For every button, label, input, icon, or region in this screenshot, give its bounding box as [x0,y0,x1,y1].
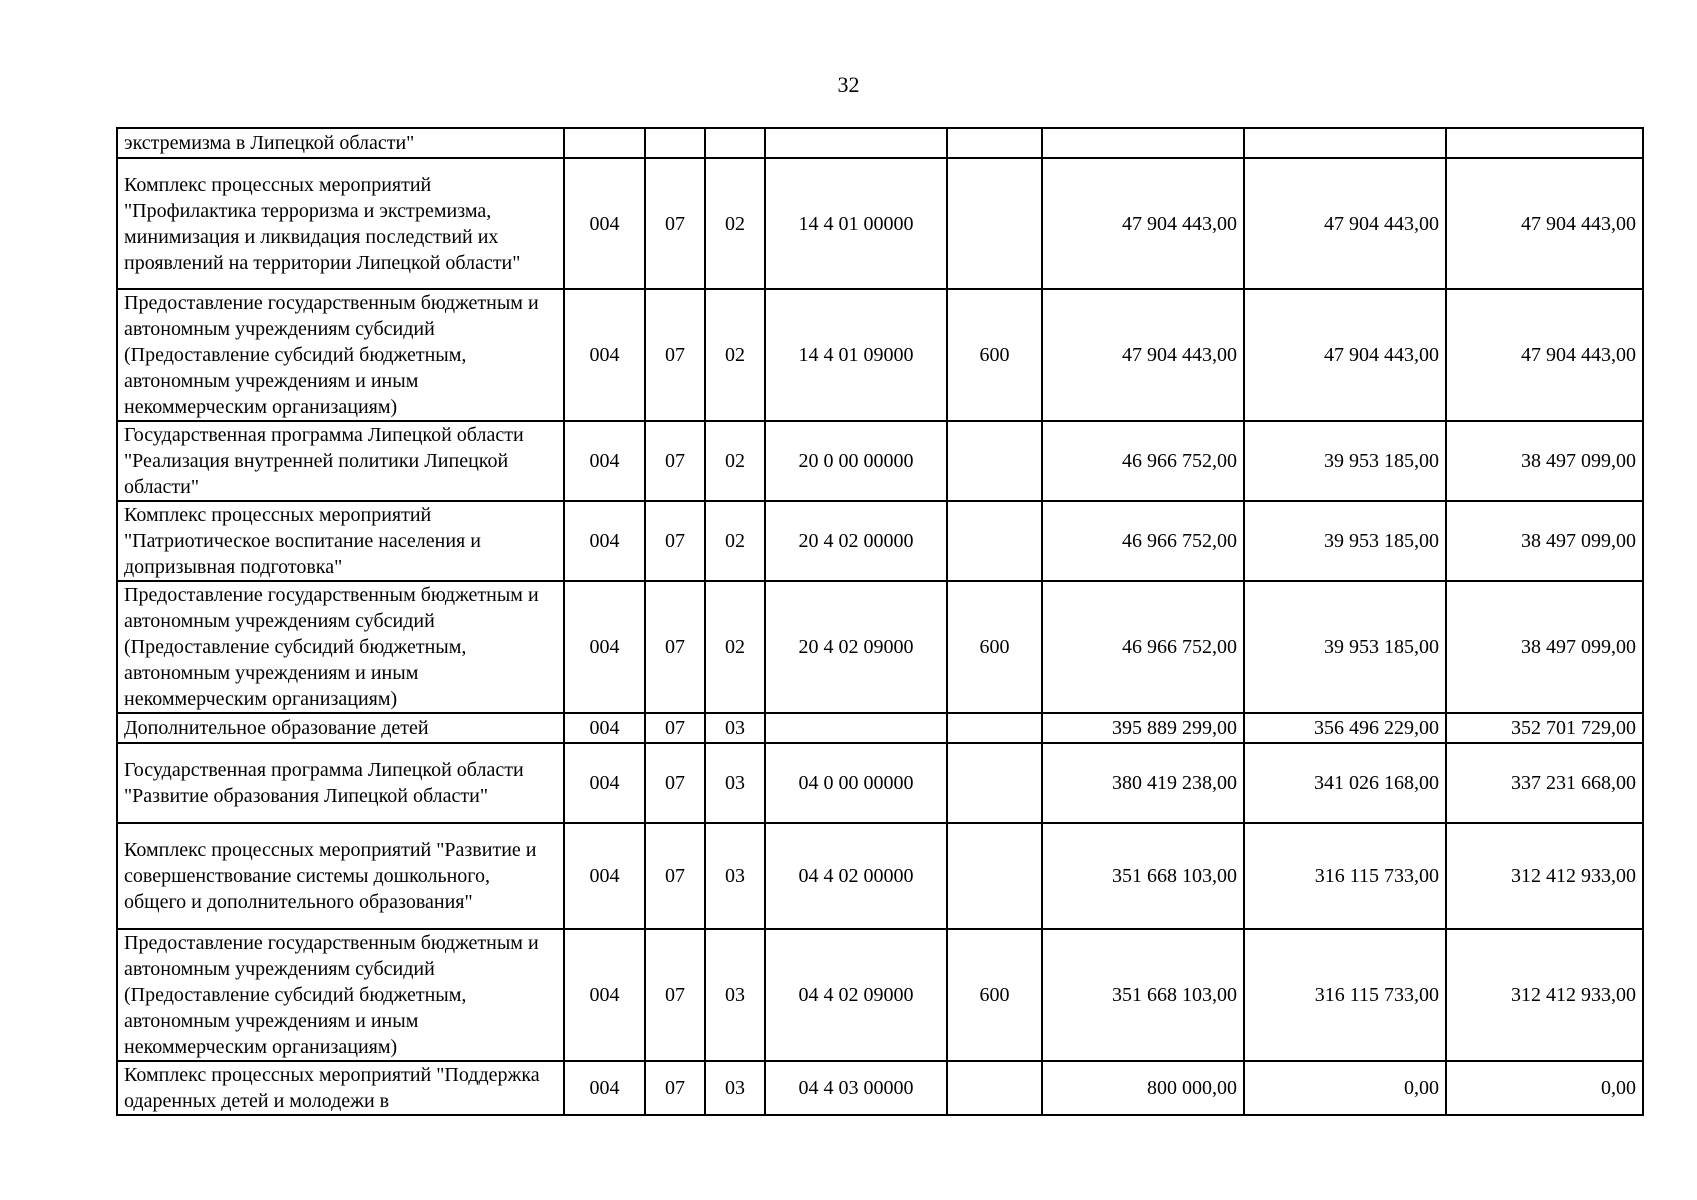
section-cell: 07 [645,501,705,581]
amount-year2-cell: 47 904 443,00 [1244,158,1446,289]
expense-type-cell [947,713,1042,743]
row-name-cell: экстремизма в Липецкой области" [117,128,564,158]
amount-year2-cell: 356 496 229,00 [1244,713,1446,743]
ved-cell: 004 [564,289,645,421]
amount-year3-cell: 337 231 668,00 [1446,743,1643,823]
expense-type-cell [947,1061,1042,1115]
expense-type-cell [947,823,1042,929]
section-cell: 07 [645,421,705,501]
target-article-cell: 04 4 03 00000 [765,1061,947,1115]
table-row [117,743,1643,823]
amount-year1-cell [1042,128,1244,158]
amount-year3-cell: 38 497 099,00 [1446,421,1643,501]
subsection-cell: 02 [705,421,765,501]
amount-year1-cell: 800 000,00 [1042,1061,1244,1115]
section-cell: 07 [645,1061,705,1115]
section-cell: 07 [645,713,705,743]
table-row [117,128,1643,158]
expense-type-cell [947,743,1042,823]
section-cell: 07 [645,581,705,713]
ved-cell: 004 [564,421,645,501]
amount-year1-cell: 351 668 103,00 [1042,929,1244,1061]
subsection-cell: 03 [705,823,765,929]
amount-year2-cell: 39 953 185,00 [1244,501,1446,581]
amount-year3-cell: 47 904 443,00 [1446,158,1643,289]
amount-year3-cell: 0,00 [1446,1061,1643,1115]
subsection-cell: 03 [705,713,765,743]
subsection-cell: 02 [705,581,765,713]
row-name-cell: Предоставление государственным бюджетным и автономным учреждениям субсидий (Предоставление субсидий бюджетным, автономным учреждениям и иным некоммерческим организациям) [117,289,564,421]
target-article-cell: 20 0 00 00000 [765,421,947,501]
expense-type-cell: 600 [947,289,1042,421]
amount-year2-cell: 39 953 185,00 [1244,581,1446,713]
subsection-cell: 03 [705,929,765,1061]
table-body [117,128,1643,1115]
expense-type-cell [947,421,1042,501]
amount-year3-cell: 312 412 933,00 [1446,823,1643,929]
amount-year1-cell: 351 668 103,00 [1042,823,1244,929]
subsection-cell: 02 [705,289,765,421]
amount-year3-cell: 38 497 099,00 [1446,581,1643,713]
table-row [117,581,1643,713]
expense-type-cell [947,158,1042,289]
amount-year1-cell: 395 889 299,00 [1042,713,1244,743]
amount-year2-cell: 316 115 733,00 [1244,929,1446,1061]
amount-year2-cell [1244,128,1446,158]
subsection-cell: 03 [705,743,765,823]
amount-year2-cell: 47 904 443,00 [1244,289,1446,421]
section-cell [645,128,705,158]
section-cell: 07 [645,158,705,289]
target-article-cell [765,713,947,743]
target-article-cell: 04 4 02 00000 [765,823,947,929]
amount-year1-cell: 47 904 443,00 [1042,158,1244,289]
amount-year2-cell: 39 953 185,00 [1244,421,1446,501]
budget-table [116,127,1644,1116]
target-article-cell: 20 4 02 00000 [765,501,947,581]
amount-year1-cell: 46 966 752,00 [1042,581,1244,713]
row-name-cell: Дополнительное образование детей [117,713,564,743]
table-row [117,713,1643,743]
table-row [117,823,1643,929]
amount-year2-cell: 316 115 733,00 [1244,823,1446,929]
row-name-cell: Комплекс процессных мероприятий "Развитие и совершенствование системы дошкольного, общего и дополнительного образования" [117,823,564,929]
target-article-cell: 04 4 02 09000 [765,929,947,1061]
subsection-cell [705,128,765,158]
amount-year1-cell: 46 966 752,00 [1042,501,1244,581]
amount-year1-cell: 46 966 752,00 [1042,421,1244,501]
amount-year3-cell: 38 497 099,00 [1446,501,1643,581]
subsection-cell: 02 [705,158,765,289]
target-article-cell: 14 4 01 00000 [765,158,947,289]
amount-year2-cell: 0,00 [1244,1061,1446,1115]
expense-type-cell [947,501,1042,581]
expense-type-cell [947,128,1042,158]
row-name-cell: Государственная программа Липецкой области "Развитие образования Липецкой области" [117,743,564,823]
target-article-cell: 04 0 00 00000 [765,743,947,823]
section-cell: 07 [645,743,705,823]
ved-cell: 004 [564,713,645,743]
expense-type-cell: 600 [947,929,1042,1061]
target-article-cell [765,128,947,158]
table-row [117,289,1643,421]
table-row [117,501,1643,581]
table-row [117,158,1643,289]
ved-cell [564,128,645,158]
expense-type-cell: 600 [947,581,1042,713]
ved-cell: 004 [564,158,645,289]
table-row [117,421,1643,501]
row-name-cell: Государственная программа Липецкой области "Реализация внутренней политики Липецкой области" [117,421,564,501]
amount-year1-cell: 380 419 238,00 [1042,743,1244,823]
row-name-cell: Предоставление государственным бюджетным и автономным учреждениям субсидий (Предоставление субсидий бюджетным, автономным учреждениям и иным некоммерческим организациям) [117,929,564,1061]
subsection-cell: 03 [705,1061,765,1115]
row-name-cell: Предоставление государственным бюджетным и автономным учреждениям субсидий (Предоставление субсидий бюджетным, автономным учреждениям и иным некоммерческим организациям) [117,581,564,713]
row-name-cell: Комплекс процессных мероприятий "Профилактика терроризма и экстремизма, минимизация и ликвидация последствий их проявлений на территории Липецкой области" [117,158,564,289]
amount-year1-cell: 47 904 443,00 [1042,289,1244,421]
amount-year2-cell: 341 026 168,00 [1244,743,1446,823]
row-name-cell: Комплекс процессных мероприятий "Патриотическое воспитание населения и допризывная подготовка" [117,501,564,581]
amount-year3-cell [1446,128,1643,158]
table-row [117,929,1643,1061]
ved-cell: 004 [564,1061,645,1115]
ved-cell: 004 [564,823,645,929]
target-article-cell: 14 4 01 09000 [765,289,947,421]
ved-cell: 004 [564,743,645,823]
amount-year3-cell: 352 701 729,00 [1446,713,1643,743]
page-number: 32 [837,72,860,97]
target-article-cell: 20 4 02 09000 [765,581,947,713]
subsection-cell: 02 [705,501,765,581]
ved-cell: 004 [564,581,645,713]
table-row [117,1061,1643,1115]
ved-cell: 004 [564,929,645,1061]
row-name-cell: Комплекс процессных мероприятий "Поддержка одаренных детей и молодежи в [117,1061,564,1115]
amount-year3-cell: 312 412 933,00 [1446,929,1643,1061]
amount-year3-cell: 47 904 443,00 [1446,289,1643,421]
section-cell: 07 [645,929,705,1061]
section-cell: 07 [645,823,705,929]
ved-cell: 004 [564,501,645,581]
section-cell: 07 [645,289,705,421]
